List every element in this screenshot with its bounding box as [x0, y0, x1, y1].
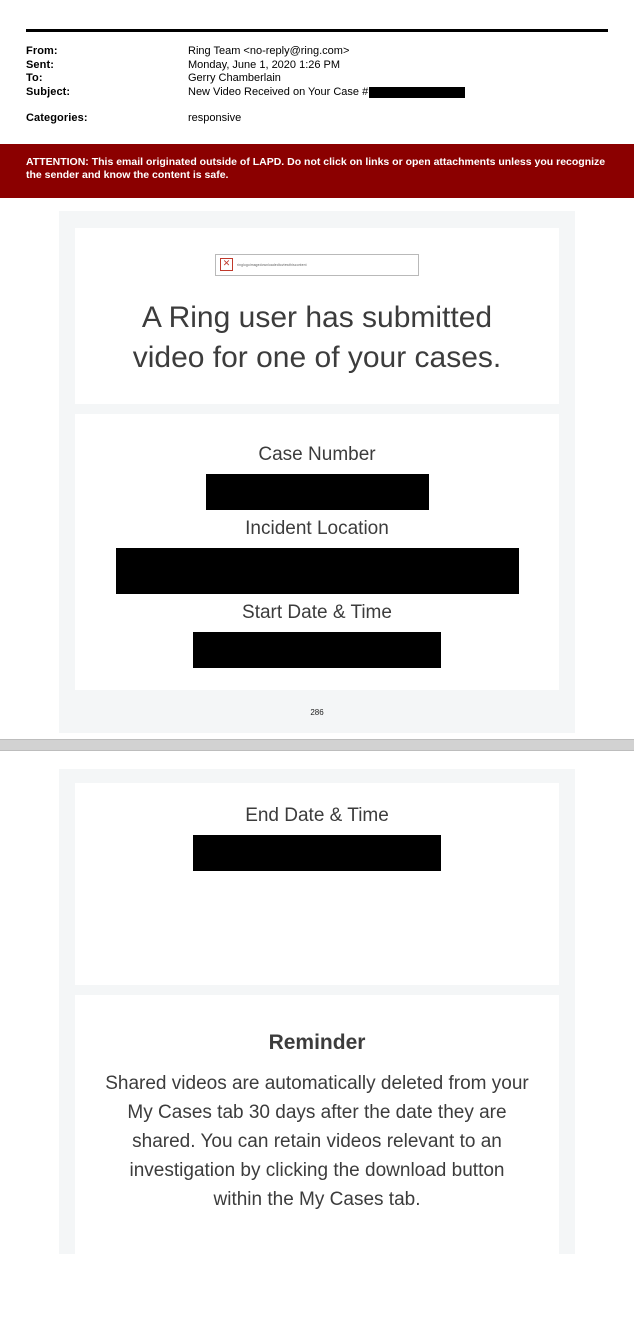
headline-card [75, 228, 559, 404]
field-value-incident-location [75, 540, 559, 602]
attention-banner: ATTENTION: This email originated outside of LAPD. Do not click on links or open attachments unless you recognize the sender and know the content is safe. [0, 144, 634, 198]
page-title: A Ring user has submitted video for one of your cases. [132, 300, 502, 374]
field-label-case-number: Case Number [258, 443, 376, 465]
card-gap-1 [59, 404, 575, 414]
reminder-card [75, 995, 559, 1254]
header-label-from: From: [26, 45, 58, 57]
redaction-bar-start-date-time [193, 632, 441, 668]
details-bottom-spacer [75, 871, 559, 955]
reminder-text: Shared videos are automatically deleted from your My Cases tab 30 days after the date they are shared. You can retain videos relevant to an investigation by clicking the download button within the My Cases tab. [105, 1072, 529, 1210]
email-body [59, 211, 575, 733]
redaction-bar-case-number [206, 474, 429, 510]
header-value-from: Ring Team <no-reply@ring.com> [188, 45, 350, 57]
page-break-divider [0, 739, 634, 751]
broken-image-icon: ✕ [220, 258, 233, 271]
email-header [0, 45, 634, 126]
header-spacer [26, 99, 634, 112]
image-alt-text: ringlogoimagedownloadedtoviewthiscontent [237, 262, 307, 267]
redaction-bar-end-date-time [193, 835, 441, 871]
card-gap-2 [59, 985, 575, 995]
redaction-bar-subject [369, 87, 465, 98]
logo-image-placeholder [215, 254, 419, 276]
details-card [75, 414, 559, 690]
header-row-from [26, 45, 634, 59]
header-value-categories: responsive [188, 112, 242, 124]
header-value-sent: Monday, June 1, 2020 1:26 PM [188, 58, 341, 71]
header-rule [26, 29, 608, 32]
header-row-to [26, 72, 634, 86]
header-value-subject [188, 86, 634, 100]
field-value-start-date-time [75, 624, 559, 668]
header-row-categories [26, 112, 634, 126]
field-label-start-date-time: Start Date & Time [242, 601, 392, 623]
details-card-continued [75, 783, 559, 985]
header-label-subject: Subject: [26, 85, 71, 98]
header-label-sent: Sent: [26, 58, 54, 71]
header-row-sent [26, 59, 634, 73]
header-label-categories: Categories: [26, 112, 88, 124]
header-subject-text: New Video Received on Your Case # [188, 85, 369, 98]
redaction-bar-incident-location [116, 548, 519, 594]
reminder-title: Reminder [268, 1030, 366, 1054]
page-number: 286 [310, 707, 324, 717]
header-row-subject [26, 86, 634, 100]
details-top-spacer [75, 432, 559, 444]
header-label-to: To: [26, 72, 43, 84]
field-value-end-date-time [75, 827, 559, 871]
header-value-to: Gerry Chamberlain [188, 72, 281, 84]
field-label-end-date-time: End Date & Time [245, 804, 389, 826]
email-body-continued [59, 769, 575, 1254]
field-label-incident-location: Incident Location [245, 517, 389, 539]
field-value-case-number [75, 466, 559, 518]
